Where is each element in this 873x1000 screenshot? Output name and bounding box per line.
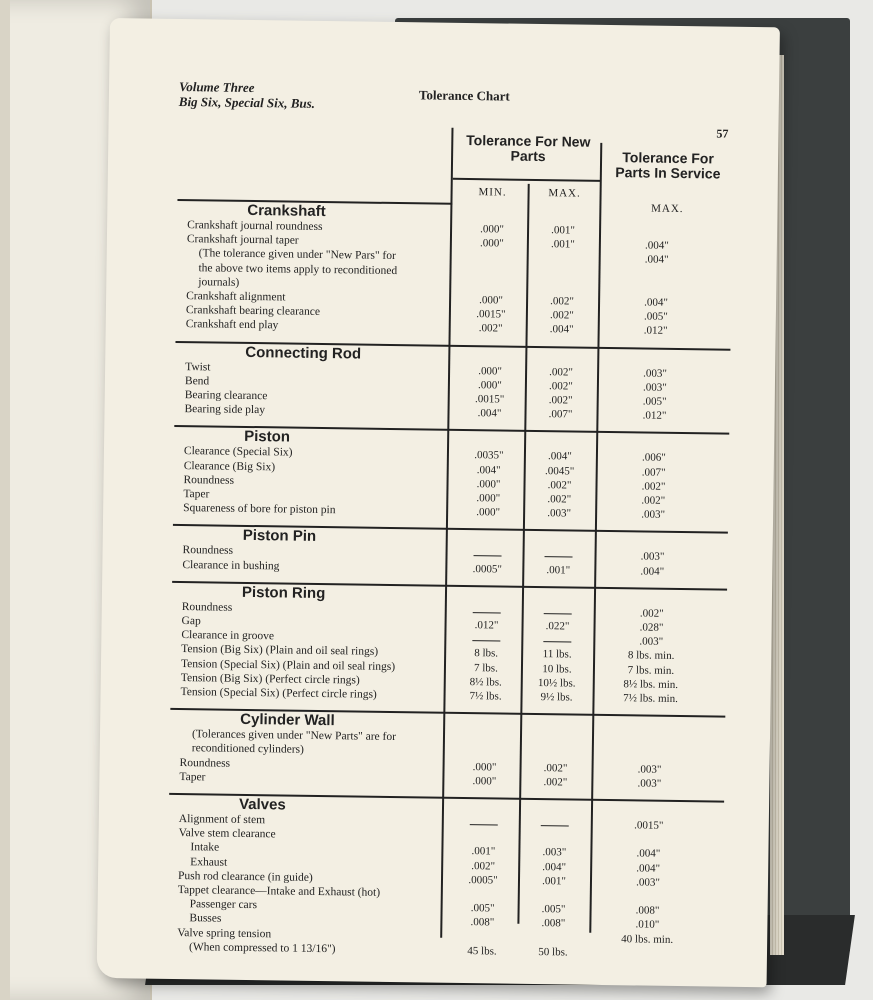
row-label: Crankshaft end play — [185, 318, 279, 332]
row-label: the above two items apply to reconditioned — [198, 261, 398, 277]
tolerance-chart-page — [97, 18, 780, 987]
new-parts-heading: Tolerance For New Parts — [466, 131, 591, 165]
row-label: Roundness — [179, 756, 231, 770]
row-min-value: .005" — [470, 902, 495, 915]
no-value-dash — [472, 640, 500, 641]
row-max-value — [522, 634, 592, 635]
row-min-value: .004" — [476, 463, 501, 477]
row-service-value: .003" — [636, 876, 660, 889]
divider-service-column — [589, 143, 602, 933]
row-label: Intake — [190, 841, 220, 854]
row-label: Clearance (Big Six) — [183, 459, 276, 473]
row-max-value: .002" — [548, 379, 573, 393]
row-min-value: .000" — [478, 364, 503, 378]
row-service-value: 7½ lbs. min. — [623, 692, 678, 705]
no-value-dash — [545, 557, 573, 558]
no-value-dash — [541, 825, 569, 826]
row-max-value: .002" — [549, 365, 574, 379]
row-service-value: .003" — [637, 777, 662, 790]
row-max-value: 9½ lbs. — [540, 691, 573, 704]
section-title: Crankshaft — [247, 201, 326, 221]
divider-label-column — [440, 128, 453, 938]
page-number: 57 — [716, 126, 729, 141]
row-min-value — [452, 605, 522, 606]
row-min-value: 8½ lbs. — [469, 675, 502, 689]
left-page-gutter — [0, 0, 10, 1000]
page-title: Tolerance Chart — [418, 87, 510, 104]
row-min-value: 7 lbs. — [473, 661, 498, 675]
row-service-value: 8½ lbs. min. — [623, 678, 679, 691]
row-service-value: .002" — [641, 494, 666, 507]
volume-label: Volume Three — [178, 78, 255, 96]
row-label: Crankshaft alignment — [186, 290, 286, 304]
row-min-value: 45 lbs. — [467, 944, 497, 958]
row-max-value: .003" — [542, 846, 567, 859]
row-min-value: .0015" — [475, 393, 505, 406]
row-service-value: .003" — [639, 635, 664, 648]
new-parts-underline — [453, 178, 601, 182]
row-max-value: .005" — [541, 903, 566, 916]
row-label: (The tolerance given under "New Pars" for — [198, 247, 396, 263]
row-min-value: .0005" — [468, 873, 498, 887]
row-max-value: 10 lbs. — [542, 662, 572, 676]
section-title: Connecting Rod — [245, 343, 362, 363]
row-label: Busses — [189, 912, 222, 926]
row-label: Valve spring tension — [177, 926, 272, 940]
row-label: Bearing side play — [184, 403, 266, 417]
row-max-value: .002" — [550, 295, 575, 308]
no-value-dash — [543, 641, 571, 642]
row-label: Twist — [185, 360, 211, 374]
row-service-value: .028" — [639, 621, 664, 634]
row-service-value: .004" — [644, 239, 669, 253]
section-title: Piston Pin — [242, 527, 317, 546]
section-title: Piston — [244, 428, 291, 446]
row-label: Roundness — [183, 473, 235, 487]
row-max-value: .002" — [543, 761, 568, 775]
row-max-value: .022" — [545, 620, 570, 633]
row-max-value: .002" — [547, 493, 572, 506]
row-service-value: .004" — [640, 565, 665, 578]
row-max-value — [520, 818, 590, 819]
row-label: Roundness — [182, 544, 234, 558]
row-service-value: .002" — [639, 607, 664, 620]
row-label: Gap — [181, 615, 201, 628]
row-label: Crankshaft bearing clearance — [185, 304, 321, 319]
row-label: Bearing clearance — [184, 389, 268, 403]
models-label: Big Six, Special Six, Bus. — [178, 93, 316, 111]
row-min-value: .000" — [476, 506, 501, 519]
row-service-value: 40 lbs. min. — [621, 932, 674, 946]
row-min-value — [453, 548, 523, 549]
row-label: (Tolerances given under "New Parts" are for — [191, 728, 397, 744]
row-max-value: .004" — [549, 323, 574, 336]
section-title: Piston Ring — [241, 583, 326, 602]
row-service-value: .004" — [644, 253, 669, 267]
row-label: Valve stem clearance — [178, 827, 276, 841]
row-service-value: .003" — [640, 550, 665, 564]
row-min-value: .000" — [477, 378, 502, 392]
row-label: Clearance in groove — [181, 629, 275, 643]
no-value-dash — [473, 612, 501, 613]
row-service-value: .004" — [636, 847, 661, 861]
row-max-value: .002" — [548, 394, 573, 407]
row-min-value: .000" — [479, 294, 504, 307]
row-min-value: .012" — [474, 619, 499, 632]
row-max-value: .007" — [548, 408, 573, 421]
max-heading: MAX. — [548, 187, 581, 200]
no-value-dash — [474, 556, 502, 557]
row-max-value: 50 lbs. — [538, 945, 568, 959]
row-service-value: .012" — [643, 324, 668, 338]
row-max-value: .008" — [541, 917, 566, 930]
row-max-value: .001" — [546, 563, 571, 577]
row-min-value: .0015" — [476, 308, 506, 321]
no-value-dash — [544, 613, 572, 614]
row-label: Push rod clearance (in guide) — [177, 869, 313, 884]
row-service-value: .003" — [643, 367, 668, 380]
row-service-value: .003" — [641, 508, 666, 521]
row-min-value: .0005" — [472, 562, 503, 576]
in-service-heading: Tolerance For Parts In Service — [615, 149, 721, 182]
row-min-value: .000" — [472, 760, 497, 774]
row-max-value: .001" — [550, 238, 575, 251]
row-label: Tension (Special Six) (Plain and oil seal rings) — [180, 657, 396, 673]
row-label: Alignment of stem — [178, 813, 266, 827]
row-service-value: .003" — [642, 381, 667, 394]
row-label: journals) — [198, 276, 240, 289]
row-service-value: .0015" — [634, 819, 664, 832]
row-min-value — [449, 817, 519, 818]
row-service-value: .006" — [641, 451, 666, 465]
row-max-value: .0045" — [545, 464, 575, 478]
row-min-value: 7½ lbs. — [469, 690, 502, 703]
row-label: Crankshaft journal roundness — [187, 219, 323, 233]
row-label: Roundness — [181, 600, 233, 614]
row-min-value: .001" — [471, 845, 496, 858]
row-max-value: .001" — [542, 874, 566, 888]
row-label: Taper — [183, 488, 210, 501]
row-max-value — [524, 549, 594, 550]
row-label: Crankshaft journal taper — [186, 233, 299, 247]
min-heading: MIN. — [478, 186, 507, 199]
row-service-value: 8 lbs. min. — [627, 649, 675, 663]
row-label: Tension (Special Six) (Perfect circle rings) — [180, 686, 377, 701]
row-min-value: .000" — [476, 477, 501, 491]
row-min-value: .002" — [471, 859, 496, 873]
row-min-value: .000" — [472, 774, 497, 788]
row-min-value: .000" — [476, 492, 501, 505]
row-label: Squareness of bore for piston pin — [183, 502, 336, 517]
row-service-value: .002" — [641, 480, 666, 493]
row-label: Tension (Big Six) (Perfect circle rings) — [180, 671, 360, 687]
row-label: Passenger cars — [189, 898, 258, 912]
row-service-value: .010" — [635, 918, 660, 932]
section-title: Valves — [238, 795, 286, 814]
row-max-value: .004" — [542, 860, 567, 874]
row-label: (When compressed to 1 13/16") — [188, 940, 336, 956]
row-label: Clearance (Special Six) — [183, 445, 293, 459]
row-max-value: .002" — [543, 775, 568, 789]
row-label: Exhaust — [190, 855, 228, 869]
page-header-left — [179, 79, 316, 111]
row-label: reconditioned cylinders) — [191, 742, 304, 757]
row-max-value: 10½ lbs. — [537, 676, 576, 690]
row-min-value — [451, 633, 521, 634]
row-label: Taper — [179, 770, 206, 784]
row-max-value: .001" — [551, 224, 576, 237]
row-service-value: .004" — [644, 296, 669, 309]
row-service-value: .012" — [642, 409, 667, 422]
row-service-value: .004" — [636, 862, 661, 875]
row-min-value: .000" — [480, 223, 505, 236]
service-max-heading: MAX. — [651, 202, 684, 216]
row-max-value: .002" — [547, 478, 572, 492]
row-min-value: .0035" — [474, 449, 504, 462]
row-max-value: .004" — [547, 450, 572, 463]
section-title: Cylinder Wall — [240, 711, 335, 730]
row-label: Tension (Big Six) (Plain and oil seal rings) — [181, 643, 379, 659]
row-label: Clearance in bushing — [182, 558, 280, 573]
row-min-value: .004" — [477, 407, 502, 420]
row-max-value: 11 lbs. — [542, 648, 572, 661]
row-service-value: .005" — [642, 395, 667, 408]
row-max-value: .003" — [547, 507, 572, 520]
no-value-dash — [470, 824, 498, 825]
row-service-value: .003" — [637, 763, 662, 776]
row-service-value: 7 lbs. min. — [627, 663, 675, 677]
row-min-value: .000" — [479, 237, 504, 250]
row-min-value: .002" — [478, 322, 503, 335]
row-service-value: .007" — [641, 466, 666, 479]
row-max-value — [523, 606, 593, 607]
row-label: Bend — [184, 374, 210, 388]
row-min-value: .008" — [470, 916, 495, 929]
row-max-value: .002" — [549, 309, 574, 322]
row-min-value: 8 lbs. — [474, 647, 499, 660]
row-label: Tappet clearance—Intake and Exhaust (hot) — [177, 884, 381, 899]
row-service-value: .008" — [635, 904, 660, 917]
row-service-value: .005" — [643, 310, 668, 324]
